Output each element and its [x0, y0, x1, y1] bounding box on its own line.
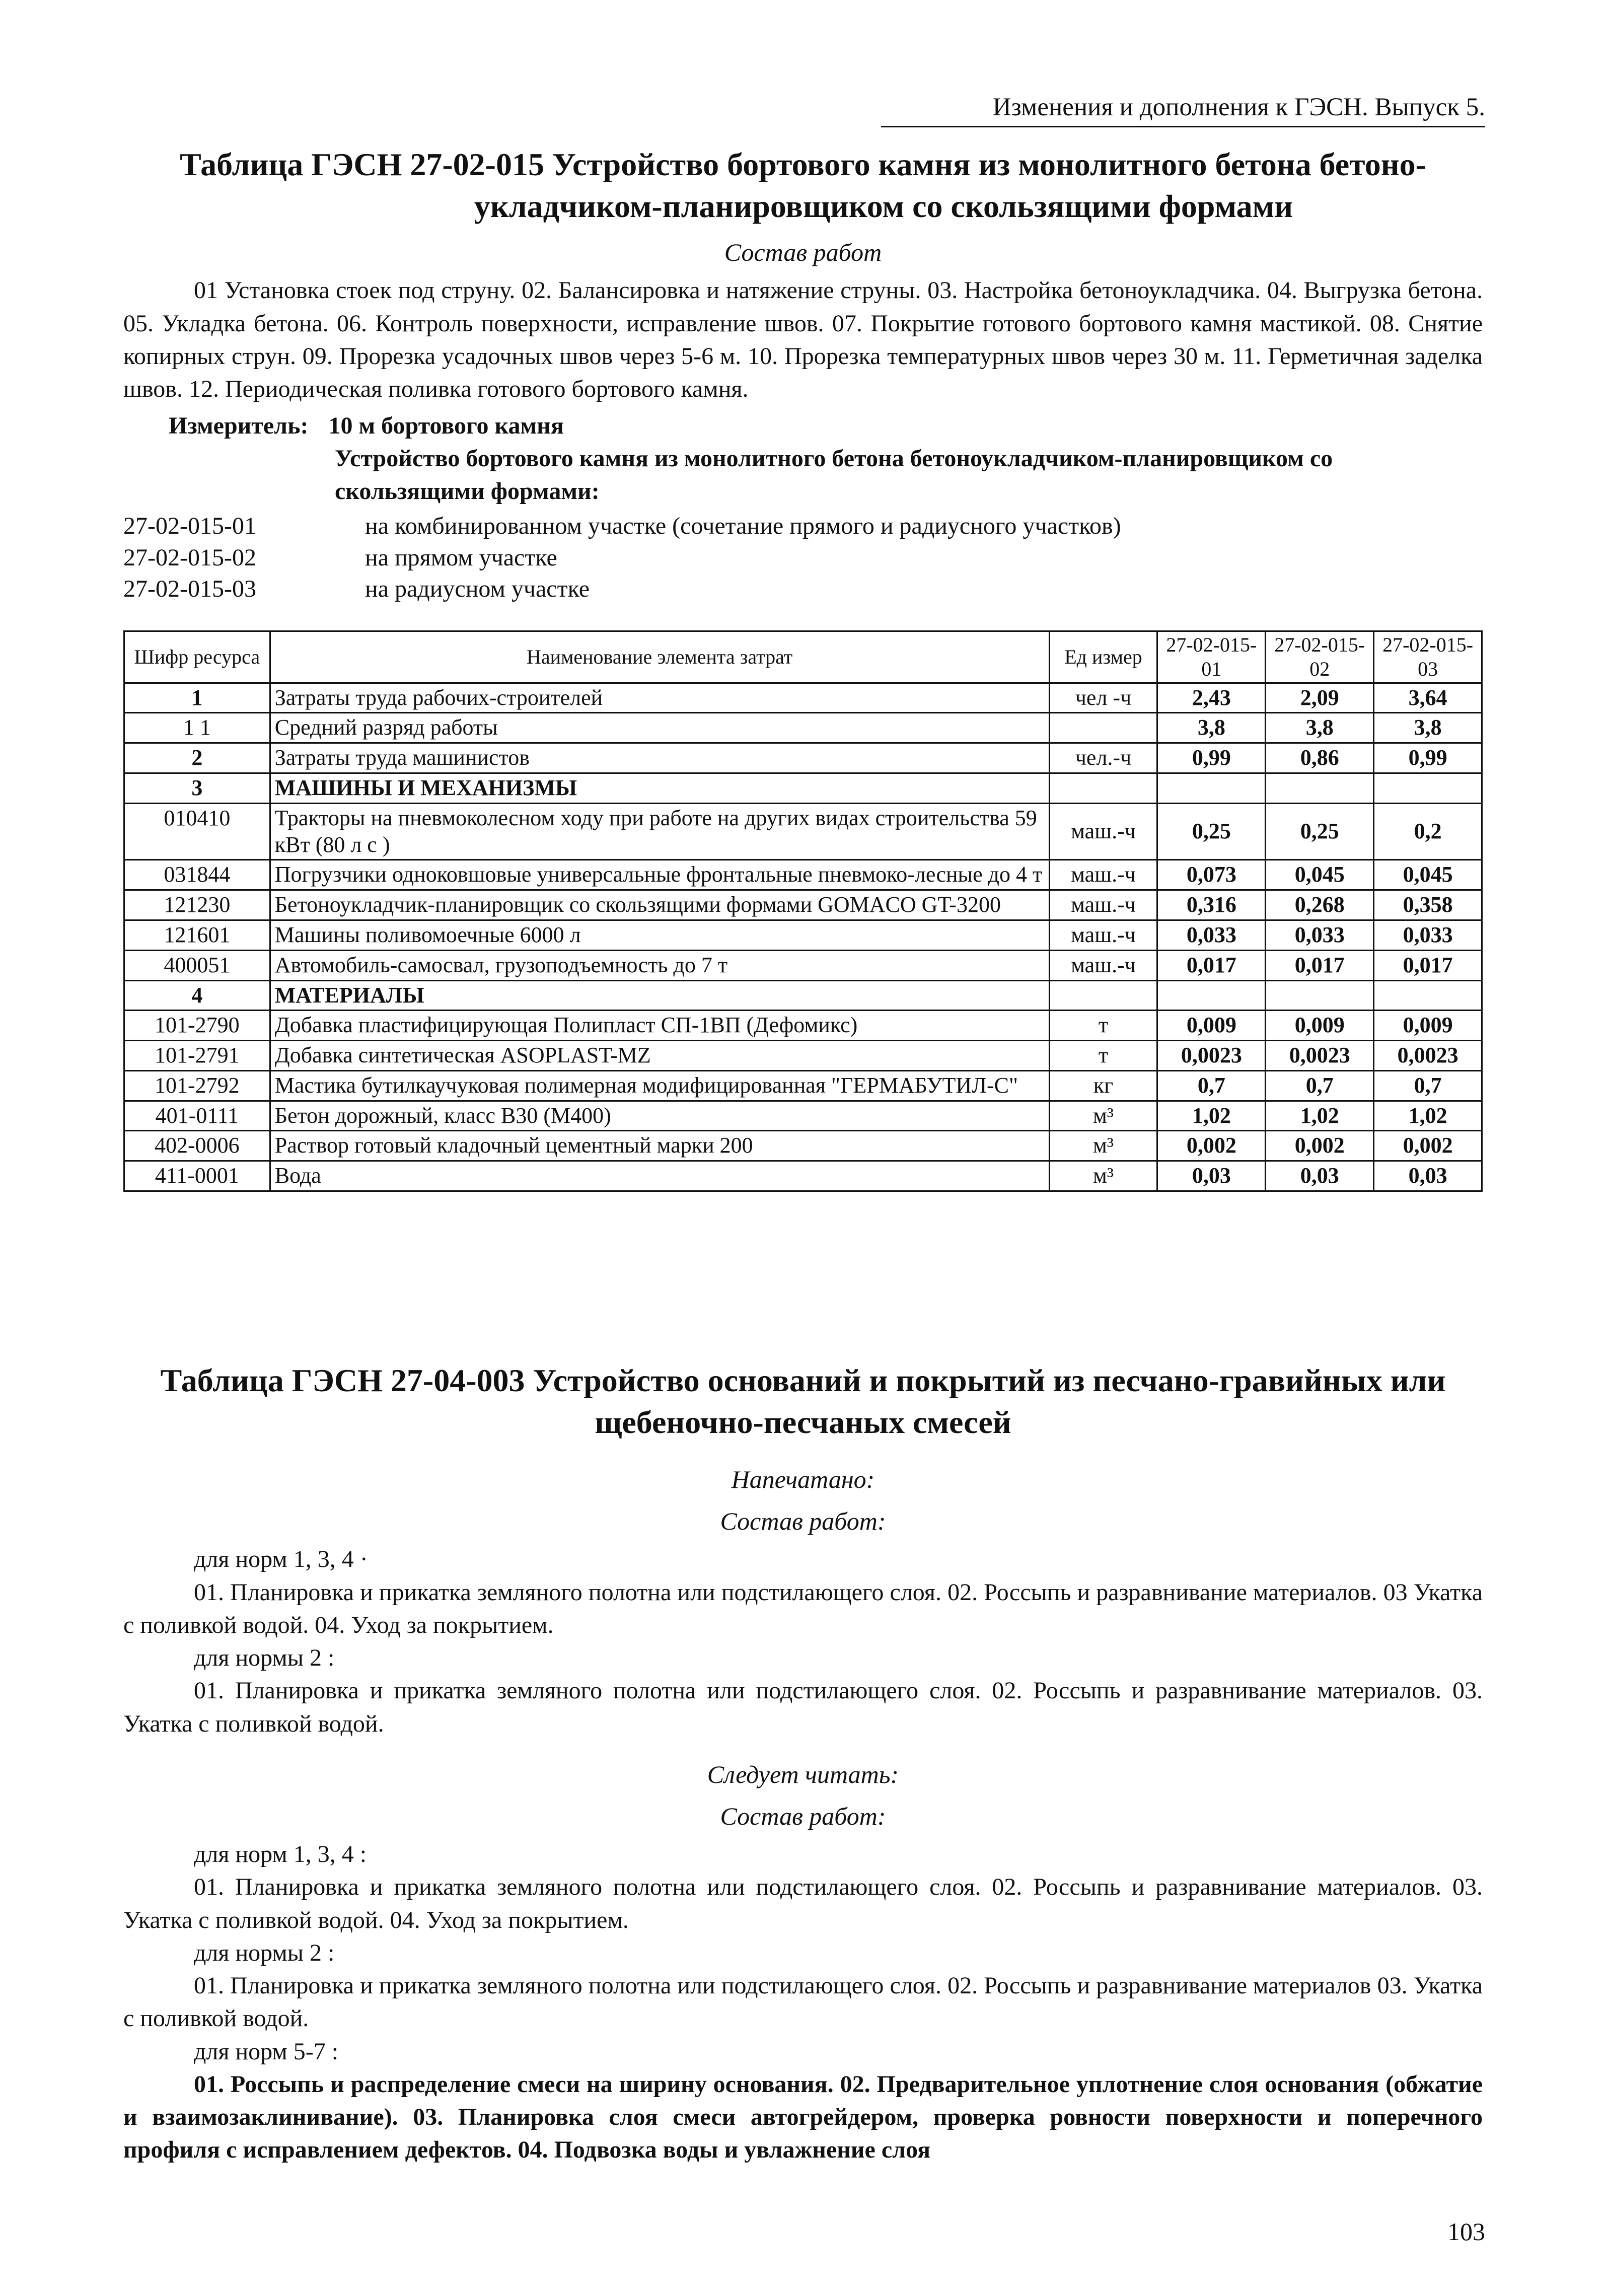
resource-code-cell: 401-0111 — [124, 1101, 270, 1131]
table-row — [124, 683, 1482, 713]
norm-1-value-cell: 0,009 — [1157, 1011, 1266, 1041]
norm-2-value-cell: 0,0023 — [1266, 1041, 1374, 1071]
norm-2-value-cell: 0,25 — [1266, 803, 1374, 860]
page-number: 103 — [1447, 2217, 1485, 2246]
unit-cell: чел -ч — [1049, 683, 1157, 713]
norm-1-value-cell: 0,033 — [1157, 920, 1266, 950]
norm-code: 27-02-015-03 — [123, 576, 256, 603]
norm-1-value-cell: 0,073 — [1157, 860, 1266, 890]
norm-3-value-cell: 0,002 — [1374, 1131, 1482, 1161]
norm-3-value-cell: 1,02 — [1374, 1101, 1482, 1131]
table1-subheading: Устройство бортового камня из монолитного бетона бетоноукладчиком-планировщиком со скользящими формами: — [335, 445, 1333, 505]
table-header-row — [124, 631, 1482, 683]
table-row — [124, 980, 1482, 1011]
col-header-norm-2: 27-02-015-02 — [1266, 631, 1374, 683]
resource-code-cell: 1 1 — [124, 713, 270, 743]
resource-code-cell: 2 — [124, 743, 270, 773]
norm-3-value-cell: 0,0023 — [1374, 1041, 1482, 1071]
unit-cell: маш.-ч — [1049, 920, 1157, 950]
col-header-unit: Ед измер — [1049, 631, 1157, 683]
resource-name-cell: Затраты труда машинистов — [270, 743, 1049, 773]
resource-name-cell: Бетоноукладчик-планировщик со скользящими формами GOMACO GT-3200 — [270, 890, 1049, 920]
header-rule — [881, 126, 1485, 127]
unit-cell — [1049, 773, 1157, 803]
resource-name-cell: Добавка пластифицирующая Полипласт СП-1ВП (Дефомикс) — [270, 1011, 1049, 1041]
table-row — [124, 1011, 1482, 1041]
norm-3-value-cell — [1374, 980, 1482, 1011]
table1-norm-list — [123, 511, 1483, 605]
table2-title-line1: Таблица ГЭСН 27-04-003 Устройство оснований и покрытий из песчано-гравийных или — [160, 1362, 1446, 1398]
norm-2-value-cell: 0,009 — [1266, 1011, 1374, 1041]
table2-title-line2: щебеночно-песчаных смесей — [595, 1404, 1011, 1441]
printed-heading: Напечатано: — [731, 1465, 875, 1494]
norm-code: 27-02-015-01 — [123, 513, 256, 540]
norm-1-value-cell: 3,8 — [1157, 713, 1266, 743]
table-row — [124, 773, 1482, 803]
resource-code-cell: 101-2791 — [124, 1041, 270, 1071]
resource-name-cell: Тракторы на пневмоколесном ходу при работе на других видах строительства 59 кВт (80 л с ) — [270, 803, 1049, 860]
table-27-02-015-section — [123, 144, 1483, 1192]
norm-2-value-cell: 0,03 — [1266, 1161, 1374, 1191]
norm-item — [123, 573, 1483, 605]
resource-code-cell: 4 — [124, 980, 270, 1011]
resource-name-cell: МАШИНЫ И МЕХАНИЗМЫ — [270, 773, 1049, 803]
unit-cell: т — [1049, 1011, 1157, 1041]
norm-group-label: для нормы 2 : — [194, 1644, 335, 1672]
norm-3-value-cell: 3,8 — [1374, 713, 1482, 743]
table-row — [124, 890, 1482, 920]
norm-3-value-cell: 0,03 — [1374, 1161, 1482, 1191]
should-read-heading: Следует читать: — [707, 1760, 899, 1788]
unit-cell: м³ — [1049, 1131, 1157, 1161]
norm-3-value-cell: 0,2 — [1374, 803, 1482, 860]
unit-cell: м³ — [1049, 1161, 1157, 1191]
norm-1-value-cell: 2,43 — [1157, 683, 1266, 713]
norm-desc: на радиусном участке — [365, 576, 590, 603]
resource-name-cell: Вода — [270, 1161, 1049, 1191]
table-row — [124, 803, 1482, 860]
norm-3-value-cell: 0,017 — [1374, 950, 1482, 980]
resource-name-cell: Автомобиль-самосвал, грузоподъемность до 7 т — [270, 950, 1049, 980]
norm-2-value-cell: 0,002 — [1266, 1131, 1374, 1161]
work-heading-printed: Состав работ: — [720, 1507, 886, 1536]
resource-code-cell: 3 — [124, 773, 270, 803]
norm-2-value-cell — [1266, 773, 1374, 803]
unit-cell — [1049, 980, 1157, 1011]
resource-code-cell: 402-0006 — [124, 1131, 270, 1161]
resource-code-cell: 400051 — [124, 950, 270, 980]
norm-3-value-cell: 0,358 — [1374, 890, 1482, 920]
norm-group-label: для норм 1, 3, 4 · — [194, 1546, 368, 1573]
resource-code-cell: 010410 — [124, 803, 270, 860]
resource-code-cell: 411-0001 — [124, 1161, 270, 1191]
unit-cell: маш.-ч — [1049, 950, 1157, 980]
col-header-code: Шифр ресурса — [124, 631, 270, 683]
resource-name-cell: Затраты труда рабочих-строителей — [270, 683, 1049, 713]
norm-3-value-cell: 0,009 — [1374, 1011, 1482, 1041]
norm-3-value-cell: 3,64 — [1374, 683, 1482, 713]
col-header-norm-3: 27-02-015-03 — [1374, 631, 1482, 683]
norm-2-value-cell: 0,045 — [1266, 860, 1374, 890]
norm-1-value-cell — [1157, 980, 1266, 1011]
resource-name-cell: Раствор готовый кладочный цементный марки 200 — [270, 1131, 1049, 1161]
table1-title — [123, 144, 1483, 227]
norm-2-value-cell: 0,033 — [1266, 920, 1374, 950]
resource-name-cell: Погрузчики одноковшовые универсальные фронтальные пневмоко-лесные до 4 т — [270, 860, 1049, 890]
table2-title — [123, 1359, 1483, 1443]
resource-code-cell: 101-2792 — [124, 1070, 270, 1101]
col-header-name: Наименование элемента затрат — [270, 631, 1049, 683]
col-header-norm-1: 27-02-015-01 — [1157, 631, 1266, 683]
table1-work-text: 01 Установка стоек под струну. 02. Балансировка и натяжение струны. 03. Настройка бетоноукладчика. 04. Выгрузка бетона. 05. Укладка бетона. 06. Контроль поверхности, исправление швов. 07. Покрытие готового бортового камня мастикой. 08. Снятие копирных струн. 09. Прорезка усадочных швов через 5-6 м. 10. Прорезка температурных швов через 30 м. 11. Герметичная заделка швов. 12. Периодическая поливка готового бортового камня. — [123, 277, 1483, 403]
resource-name-cell: Машины поливомоечные 6000 л — [270, 920, 1049, 950]
table-row — [124, 713, 1482, 743]
unit-cell: маш.-ч — [1049, 803, 1157, 860]
unit-cell: маш.-ч — [1049, 890, 1157, 920]
norm-3-value-cell: 0,033 — [1374, 920, 1482, 950]
table1-title-line1: Таблица ГЭСН 27-02-015 Устройство бортового камня из монолитного бетона бетоно- — [180, 147, 1426, 182]
norm-3-value-cell: 0,99 — [1374, 743, 1482, 773]
resource-name-cell: Мастика бутилкаучуковая полимерная модифицированная "ГЕРМАБУТИЛ-С" — [270, 1070, 1049, 1101]
norm-1-value-cell: 0,002 — [1157, 1131, 1266, 1161]
norm-1-value-cell — [1157, 773, 1266, 803]
table-row — [124, 1161, 1482, 1191]
norm-desc: на комбинированном участке (сочетание прямого и радиусного участков) — [365, 513, 1121, 540]
resource-name-cell: Добавка синтетическая ASOPLAST-MZ — [270, 1041, 1049, 1071]
resource-name-cell: МАТЕРИАЛЫ — [270, 980, 1049, 1011]
table-row — [124, 860, 1482, 890]
norm-2-value-cell — [1266, 980, 1374, 1011]
norm-2-value-cell: 3,8 — [1266, 713, 1374, 743]
table-row — [124, 1041, 1482, 1071]
norm-2-value-cell: 0,86 — [1266, 743, 1374, 773]
table-row — [124, 743, 1482, 773]
table-row — [124, 1101, 1482, 1131]
running-header: Изменения и дополнения к ГЭСН. Выпуск 5. — [992, 93, 1485, 121]
unit-cell — [1049, 713, 1157, 743]
table1-title-line2: укладчиком-планировщиком со скользящими формами — [474, 188, 1293, 225]
norm-group-label: для нормы 2 : — [194, 1939, 335, 1966]
table1-work-heading: Состав работ — [724, 238, 882, 267]
norm-1-value-cell: 1,02 — [1157, 1101, 1266, 1131]
norm-2-value-cell: 2,09 — [1266, 683, 1374, 713]
resource-code-cell: 121601 — [124, 920, 270, 950]
norm-1-value-cell: 0,25 — [1157, 803, 1266, 860]
work-text: 01. Планировка и прикатка земляного полотна или подстилающего слоя. 02. Россыпь и разравнивание материалов 03. Укатка с поливкой водой. — [123, 1972, 1483, 2032]
unit-cell: чел.-ч — [1049, 743, 1157, 773]
norm-2-value-cell: 1,02 — [1266, 1101, 1374, 1131]
unit-cell: т — [1049, 1041, 1157, 1071]
table1-meter — [123, 410, 1483, 442]
norm-code: 27-02-015-02 — [123, 544, 256, 571]
norm-3-value-cell: 0,045 — [1374, 860, 1482, 890]
work-text: 01. Планировка и прикатка земляного полотна или подстилающего слоя. 02. Россыпь и разравнивание материалов. 03 Укатка с поливкой водой. 04. Уход за покрытием. — [123, 1578, 1483, 1638]
norm-1-value-cell: 0,017 — [1157, 950, 1266, 980]
norm-1-value-cell: 0,03 — [1157, 1161, 1266, 1191]
table1-meter-value: 10 м бортового камня — [328, 412, 564, 440]
norm-item — [123, 542, 1483, 573]
work-heading-corrected: Состав работ: — [720, 1802, 886, 1830]
table-row — [124, 1070, 1482, 1101]
norm-1-value-cell: 0,316 — [1157, 890, 1266, 920]
norm-1-value-cell: 0,99 — [1157, 743, 1266, 773]
norm-1-value-cell: 0,7 — [1157, 1070, 1266, 1101]
norm-3-value-cell: 0,7 — [1374, 1070, 1482, 1101]
unit-cell: маш.-ч — [1049, 860, 1157, 890]
table1-meter-label: Измеритель: — [169, 412, 309, 440]
resource-code-cell: 121230 — [124, 890, 270, 920]
table-row — [124, 920, 1482, 950]
norm-3-value-cell — [1374, 773, 1482, 803]
unit-cell: кг — [1049, 1070, 1157, 1101]
table-body — [124, 683, 1482, 1191]
norm-2-value-cell: 0,7 — [1266, 1070, 1374, 1101]
resource-name-cell: Бетон дорожный, класс В30 (М400) — [270, 1101, 1049, 1131]
norm-group-label: для норм 5-7 : — [194, 2038, 339, 2065]
resource-name-cell: Средний разряд работы — [270, 713, 1049, 743]
table-row — [124, 1131, 1482, 1161]
norm-2-value-cell: 0,268 — [1266, 890, 1374, 920]
resource-code-cell: 1 — [124, 683, 270, 713]
table-27-04-003-section — [123, 1359, 1483, 2167]
resource-code-cell: 031844 — [124, 860, 270, 890]
work-text: 01. Россыпь и распределение смеси на ширину основания. 02. Предварительное уплотнение слоя основания (обжатие и взаимозаклинивание). 03. Планировка слоя смеси автогрейдером, проверка ровности поверхности и поперечного профиля с исправлением дефектов. 04. Подвозка воды и увлажнение слоя — [123, 2070, 1483, 2164]
work-text: 01. Планировка и прикатка земляного полотна или подстилающего слоя. 02. Россыпь и разравнивание материалов. 03. Укатка с поливкой водой. — [123, 1677, 1483, 1737]
resource-code-cell: 101-2790 — [124, 1011, 270, 1041]
work-text: 01. Планировка и прикатка земляного полотна или подстилающего слоя. 02. Россыпь и разравнивание материалов. 03. Укатка с поливкой водой. 04. Уход за покрытием. — [123, 1874, 1483, 1933]
norm-group-label: для норм 1, 3, 4 : — [194, 1840, 367, 1868]
resource-cost-table — [123, 630, 1483, 1192]
norm-desc: на прямом участке — [365, 544, 557, 571]
table-row — [124, 950, 1482, 980]
norm-1-value-cell: 0,0023 — [1157, 1041, 1266, 1071]
norm-2-value-cell: 0,017 — [1266, 950, 1374, 980]
norm-item — [123, 511, 1483, 542]
unit-cell: м³ — [1049, 1101, 1157, 1131]
